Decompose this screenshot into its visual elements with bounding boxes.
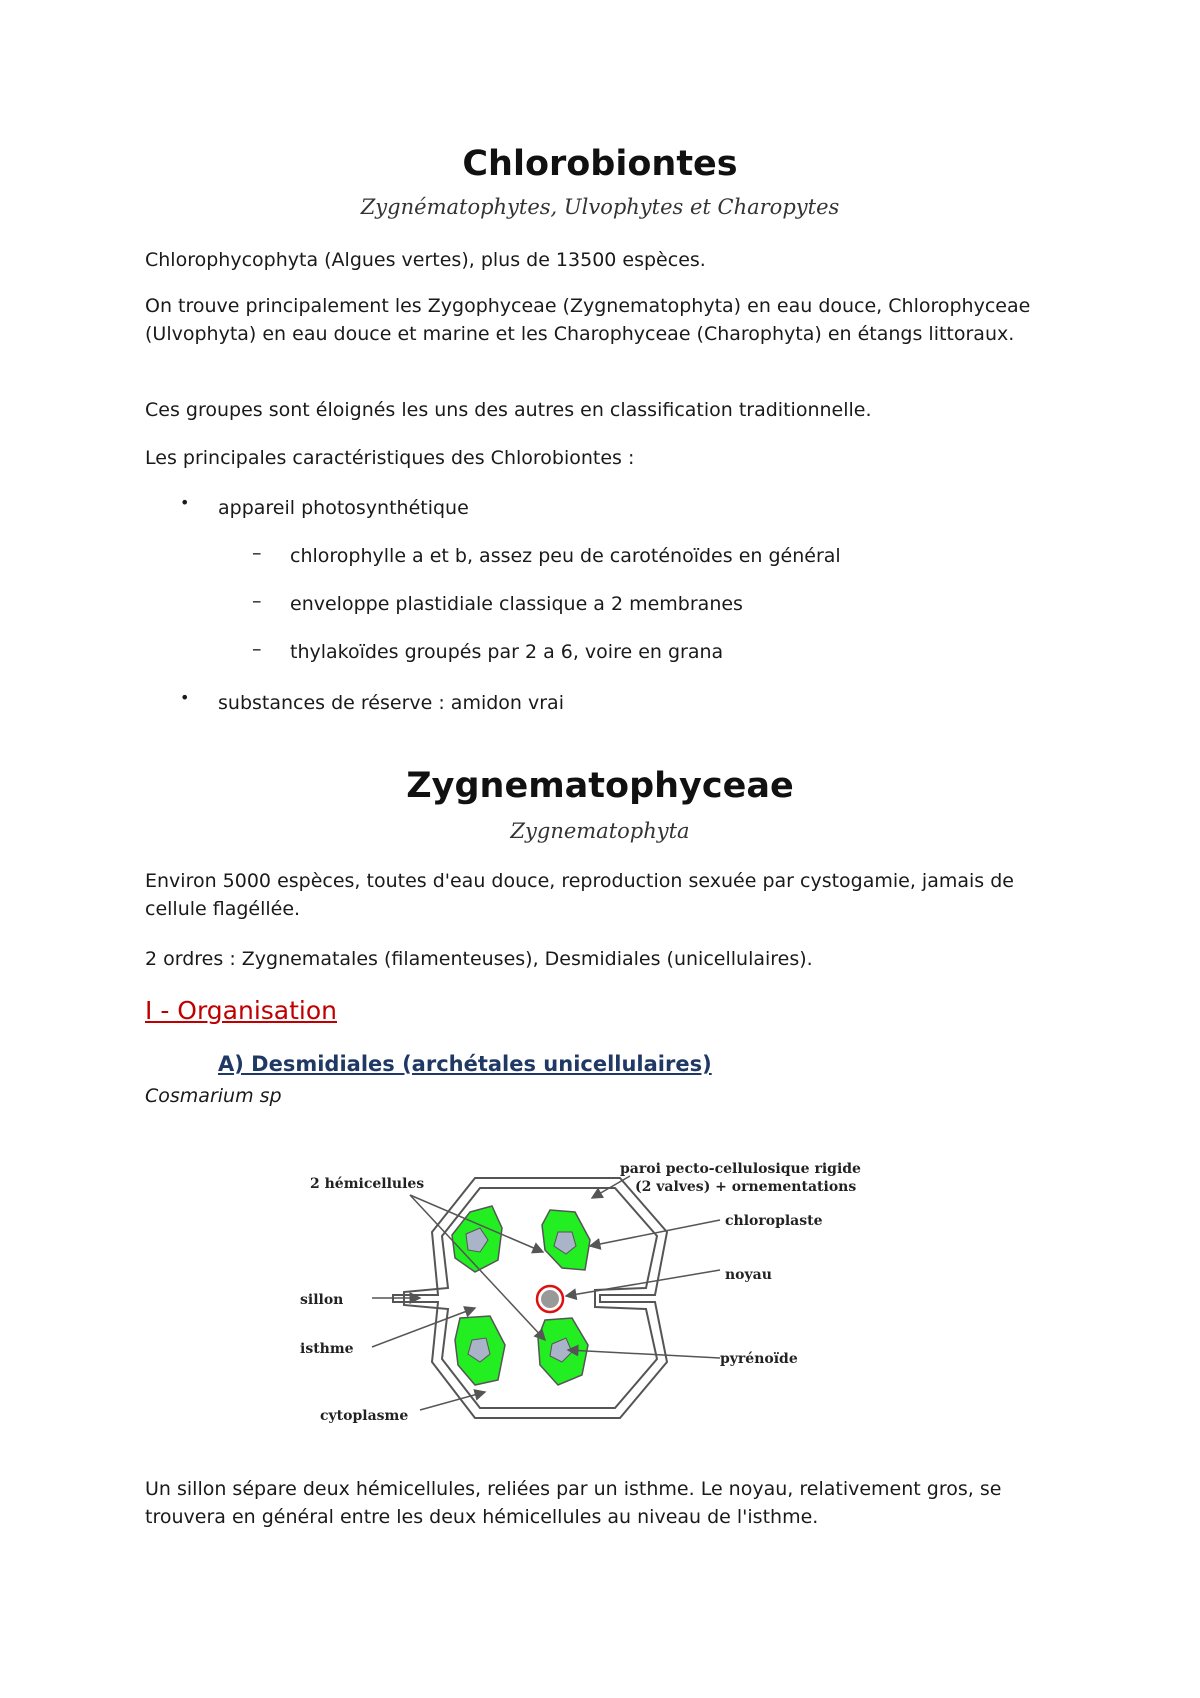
arrow-noyau: [566, 1270, 720, 1296]
label-sillon: sillon: [300, 1292, 344, 1308]
dash-marker: –: [252, 590, 262, 612]
sub-list-item: thylakoïdes groupés par 2 a 6, voire en grana: [290, 641, 724, 663]
paragraph-intro: Chlorophycophyta (Algues vertes), plus de 13500 espèces.: [145, 249, 706, 271]
paragraph-species-count: Environ 5000 espèces, toutes d'eau douce, reproduction sexuée par cystogamie, jamais de cellule flagéllée.: [145, 870, 1014, 920]
dash-marker: –: [252, 638, 262, 660]
paragraph-sillon-description: Un sillon sépare deux hémicellules, reliées par un isthme. Le noyau, relativement gros, se trouvera en général entre les deux hémicellules au niveau de l'isthme.: [145, 1478, 1002, 1528]
cosmarium-diagram: [300, 1140, 920, 1450]
sub-list-item: chlorophylle a et b, assez peu de caroténoïdes en général: [290, 545, 841, 567]
subtitle-chlorobiontes: Zygnématophytes, Ulvophytes et Charopytes: [360, 195, 840, 219]
paragraph-orders: 2 ordres : Zygnematales (filamenteuses), Desmidiales (unicellulaires).: [145, 948, 813, 970]
chloroplast-top-right: [542, 1210, 590, 1270]
paragraph-classification: Ces groupes sont éloignés les uns des autres en classification traditionnelle.: [145, 399, 872, 421]
label-noyau: noyau: [725, 1267, 772, 1283]
list-item: substances de réserve : amidon vrai: [218, 692, 564, 714]
paragraph-distribution: On trouve principalement les Zygophyceae (Zygnematophyta) en eau douce, Chlorophyceae (Ulvophyta) en eau douce et marine et les Charophyceae (Charophyta) en étangs littoraux.: [145, 295, 1031, 345]
list-item: appareil photosynthétique: [218, 497, 469, 519]
bullet-marker: •: [180, 493, 190, 512]
label-cytoplasme: cytoplasme: [320, 1408, 409, 1424]
label-paroi-line1: paroi pecto-cellulosique rigide: [620, 1161, 861, 1177]
chloroplast-bottom-right: [538, 1318, 588, 1385]
arrow-pyrenoide: [568, 1350, 720, 1358]
subtitle-zygnematophyta: Zygnematophyta: [510, 819, 690, 843]
section-heading-organisation: I - Organisation: [145, 996, 338, 1025]
title-zygnematophyceae: Zygnematophyceae: [406, 766, 794, 806]
label-pyrenoide: pyrénoïde: [720, 1351, 798, 1367]
label-chloroplaste: chloroplaste: [725, 1213, 823, 1229]
title-chlorobiontes: Chlorobiontes: [462, 144, 738, 184]
bullet-marker: •: [180, 688, 190, 707]
dash-marker: –: [252, 542, 262, 564]
chloroplast-bottom-left: [455, 1316, 505, 1385]
nucleus: [537, 1286, 563, 1312]
paragraph-characteristics: Les principales caractéristiques des Chlorobiontes :: [145, 447, 635, 469]
species-name: Cosmarium sp: [145, 1085, 282, 1107]
label-isthme: isthme: [300, 1341, 354, 1357]
subsection-heading-desmidiales: A) Desmidiales (archétales unicellulaires): [218, 1052, 712, 1076]
sub-list-item: enveloppe plastidiale classique a 2 membranes: [290, 593, 743, 615]
label-paroi-line2: (2 valves) + ornementations: [635, 1179, 857, 1195]
cell-wall-outer: [393, 1178, 667, 1418]
label-hemicellules: 2 hémicellules: [310, 1176, 425, 1192]
